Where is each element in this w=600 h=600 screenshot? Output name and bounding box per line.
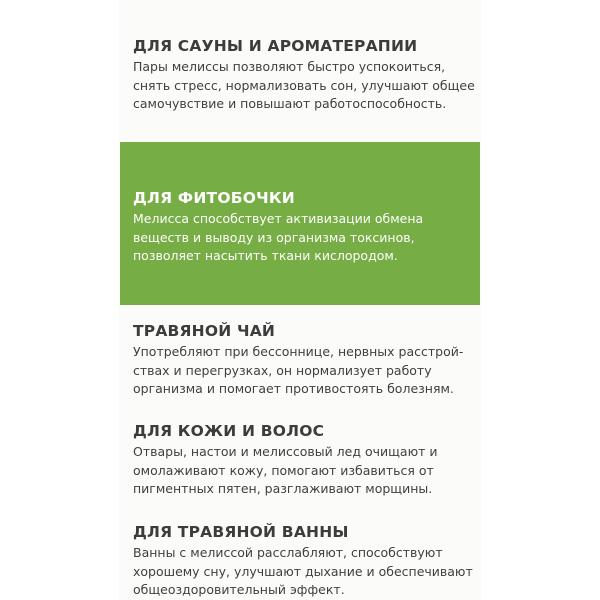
section-title: ДЛЯ САУНЫ И АРОМАТЕРАПИИ [133, 37, 418, 55]
section-text [133, 343, 472, 399]
section-text-line: позволяет насытить ткани кислородом. [133, 248, 398, 263]
section-herbal-tea [120, 321, 480, 399]
section-text [133, 210, 472, 266]
section-text-line: организма и помогает противостоять болезням. [133, 381, 454, 396]
section-text-line: Ванны с мелиссой расслабляют, способствуют [133, 545, 443, 560]
section-text-line: общеоздоровительный эффект. [133, 582, 345, 597]
section-text-line: пигментных пятен, разглаживают морщины. [133, 481, 433, 496]
section-text-line: веществ и выводу из организма токсинов, [133, 229, 415, 245]
section-text-line: Мелисса способствует активизации обмена [133, 211, 424, 226]
section-text-line: омолаживают кожу, помогают избавиться от [133, 462, 434, 478]
section-sauna [120, 36, 480, 114]
section-text [133, 58, 475, 114]
section-herbal-bath [120, 522, 480, 600]
section-text-line: Отвары, настои и мелиссовый лед очищают и [133, 444, 438, 459]
section-phytobarrel [120, 142, 480, 305]
section-text-line: хорошему сну, улучшают дыхание и обеспечивают [133, 563, 473, 579]
section-text-line: Употребляют при бессоннице, нервных расстрой- [133, 344, 464, 359]
section-text-line: самочувствие и повышают работоспособность. [133, 96, 447, 111]
section-text-line: ствах и перегрузках, он нормализует работу [133, 362, 432, 378]
section-text [133, 544, 472, 600]
section-title: ДЛЯ ТРАВЯНОЙ ВАННЫ [133, 523, 349, 541]
section-text-line: снять стресс, нормализовать сон, улучшают общее [133, 77, 475, 93]
section-text [133, 443, 472, 499]
section-text-line: Пары мелиссы позволяют быстро успокоиться, [133, 59, 446, 74]
section-title: ДЛЯ ФИТОБОЧКИ [133, 189, 295, 207]
section-title: ДЛЯ КОЖИ И ВОЛОС [133, 422, 325, 440]
section-title: ТРАВЯНОЙ ЧАЙ [133, 322, 276, 340]
section-skin-hair [120, 421, 480, 499]
